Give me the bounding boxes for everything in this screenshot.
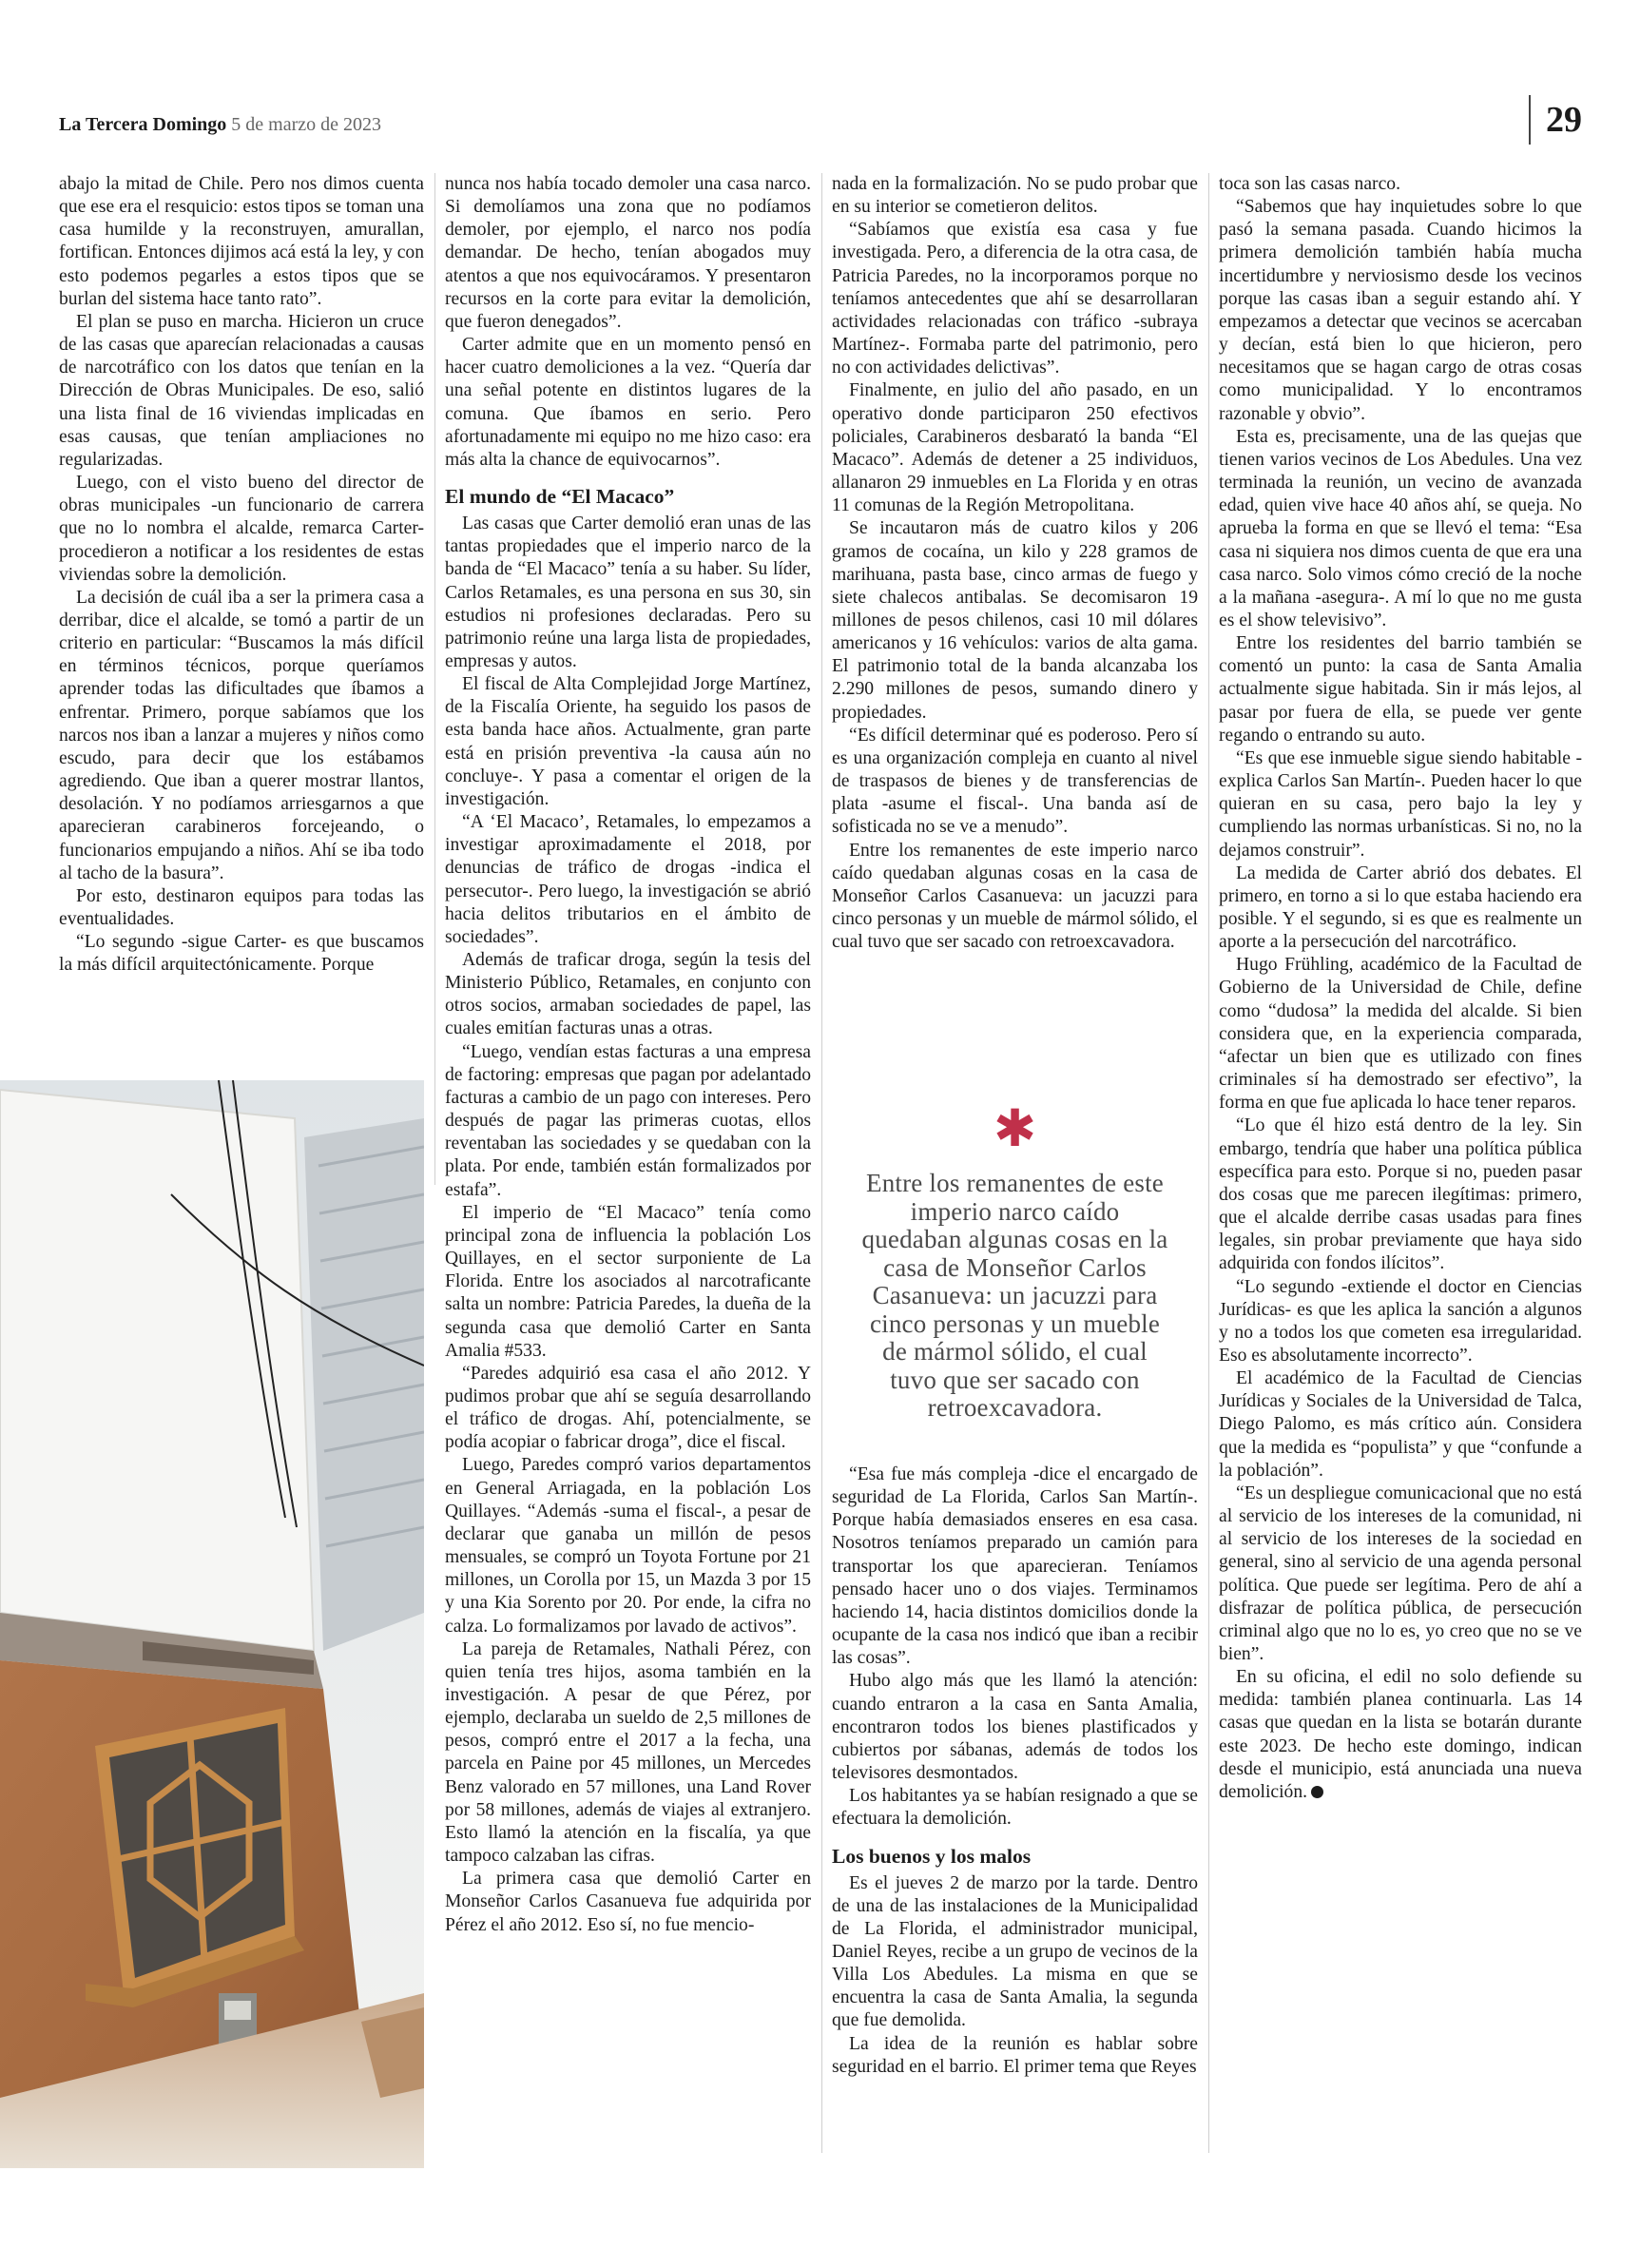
paragraph: Luego, Paredes compró varios departamentos en General Arriagada, en la población Los Quillayes. “Además -suma el fiscal-, a pesar de declarar que ganaba un millón de pesos mensuales, se compró un Toyota Fortune por 21 millones, un Corolla por 15, un Mazda 3 por 15 y una Kia Sorento por 20. Por ende, la cifra no calza. Lo formalizamos por lavado de activos”. (445, 1455, 811, 1637)
paragraph: El académico de la Facultad de Ciencias Jurídicas y Sociales de la Universidad de Talca, Diego Palomo, es más crítico aún. Considera que la medida es “populista” y que “confunde a la población”. (1219, 1368, 1582, 1481)
column-divider (434, 173, 435, 1185)
paragraph: Los habitantes ya se habían resignado a que se efectuara la demolición. (832, 1786, 1198, 1830)
pull-quote-text: Entre los remanentes de este imperio narco caído quedaban algunas cosas en la casa de Monseñor Carlos Casanueva: un jacuzzi para cinco personas y un mueble de mármol sólido, el cual tuvo que ser sacado con retroexcavadora. (861, 1169, 1168, 1422)
publication-name: La Tercera Domingo (59, 114, 227, 135)
paragraph: Luego, con el visto bueno del director de obras municipales -un funcionario de carrera que no lo nombra el alcalde, remarca Carter- procedieron a notificar a los residentes de estas viviendas sobre la demolición. (59, 473, 424, 585)
paragraph: Las casas que Carter demolió eran unas de las tantas propiedades que el imperio narco de la banda de “El Macaco” tenía a su haber. Su líder, Carlos Retamales, es una persona en sus 30, sin estudios ni profesiones declaradas. Pero su patrimonio reúne una larga lista de propiedades, empresas y autos. (445, 514, 811, 671)
article-column-3 (832, 173, 1198, 954)
paragraph: La medida de Carter abrió dos debates. El primero, en torno a si lo que estaba haciendo era posible. Y el segundo, si es que es realmente un aporte a la persecución del narcotráfico. (1219, 863, 1582, 953)
paragraph: La pareja de Retamales, Nathali Pérez, con quien tenía tres hijos, asoma también en la investigación. A pesar de que Pérez, por ejemplo, declaraba un sueldo de 2,5 millones de pesos, compró entre el 2017 a la fecha, una parcela en Paine por 45 millones, un Mercedes Benz valorado en 57 millones, una Land Rover por 58 millones, además de viajes al extranjero. Esto llamó la atención en la fiscalía, ya que tampoco calzaban las cifras. (445, 1638, 811, 1867)
paragraph: “A ‘El Macaco’, Retamales, lo empezamos a investigar aproximadamente el 2018, por denuncias de tráfico de drogas -indica el persecutor-. Pero luego, la investigación se abrió hacia delitos tributarios en el ámbito de sociedades”. (445, 812, 811, 947)
paragraph: El imperio de “El Macaco” tenía como principal zona de influencia la población Los Quillayes, en el sector surponiente de La Florida. Entre los asociados al narcotraficante salta un nombre: Patricia Paredes, la dueña de la segunda casa que demolió Carter en Santa Amalia #533. (445, 1202, 811, 1361)
paragraph: Se incautaron más de cuatro kilos y 206 gramos de cocaína, un kilo y 228 gramos de marihuana, pasta base, cinco armas de fuego y siete chalecos antibalas. Se decomisaron 19 millones de pesos chilenos, casi 10 mil dólares americanos y 16 vehículos: varios de alta gama. El patrimonio total de la banda alcanzaba los 2.290 millones de pesos, sumando dinero y propiedades. (832, 518, 1198, 723)
paragraph: “Luego, vendían estas facturas a una empresa de factoring: empresas que pagan por adelantado facturas a cambio de un pago con intereses. Pero después de pagar las primeras cuotas, ellos reventaban las sociedades y se quedaban con la plata. Por ende, también están formalizados por estafa”. (445, 1041, 811, 1200)
paragraph: “Esa fue más compleja -dice el encargado de seguridad de La Florida, Carlos San Martín-. Porque había demasiados enseres en esa casa. Nosotros teníamos preparado un camión para transportar los que aparecieran. Teníamos pensado hacer uno o dos viajes. Terminamos haciendo 14, hacia distintos domicilios donde la ocupante de la casa nos indicó que iban a recibir las cosas”. (832, 1464, 1198, 1669)
article-column-3-lower (832, 1464, 1198, 2079)
asterisk-icon: ✱ (993, 1098, 1037, 1158)
paragraph: “Paredes adquirió esa casa el año 2012. Y pudimos probar que ahí se seguía desarrollando el tráfico de drogas. Ahí, potencialmente, se podía acopiar o fabricar droga”, dice el fiscal. (445, 1363, 811, 1453)
paragraph: La primera casa que demolió Carter en Monseñor Carlos Casanueva fue adquirida por Pérez el año 2012. Eso sí, no fue mencio- (445, 1869, 811, 1935)
paragraph: Carter admite que en un momento pensó en hacer cuatro demoliciones a la vez. “Quería dar una señal potente en distintos lugares de la comuna. Que íbamos en serio. Pero afortunadamente mi equipo no me hizo caso: era más alta la chance de equivocarnos”. (445, 335, 811, 470)
paragraph: Además de traficar droga, según la tesis del Ministerio Público, Retamales, en conjunto con otros socios, armaban sociedades de papel, las cuales emitían facturas unas a otras. (445, 950, 811, 1039)
issue-date: 5 de marzo de 2023 (231, 114, 382, 135)
paragraph: El plan se puso en marcha. Hicieron un cruce de las casas que aparecían relacionadas a causas de narcotráfico con los datos que tenían en la Dirección de Obras Municipales. De eso, salió una lista final de 16 viviendas implicadas en esas causas, que tenían ampliaciones no regularizadas. (59, 311, 424, 470)
article-photo (0, 1080, 424, 2168)
paragraph: “Es un despliegue comunicacional que no está al servicio de los intereses de la comunidad, ni al servicio de los intereses de la sociedad en general, sino al servicio de una agenda personal política. Que puede ser legítima. Pero de ahí a disfrazar de política pública, de persecución criminal algo que no lo es, yo creo que no se ve bien”. (1219, 1483, 1582, 1664)
article-column-1 (59, 173, 424, 977)
pull-quote (860, 1098, 1169, 1423)
masthead (59, 114, 381, 136)
paragraph: Entre los residentes del barrio también se comentó un punto: la casa de Santa Amalia actualmente sigue habitada. Sin ir más lejos, al pasar por fuera de ella, se puede ver gente regando o entrando su auto. (1219, 633, 1582, 746)
paragraph (1219, 1666, 1582, 1804)
section-heading: El mundo de “El Macaco” (445, 485, 675, 509)
paragraph: El fiscal de Alta Complejidad Jorge Martínez, de la Fiscalía Oriente, ha seguido los pasos de esta banda hace años. Actualmente, gran parte está en prisión preventiva -la causa aún no concluye-. Y pasa a comentar el origen de la investigación. (445, 674, 811, 809)
paragraph: “Lo segundo -extiende el doctor en Ciencias Jurídicas- es que les aplica la sanción a algunos y no a todos los que cometen esa irregularidad. Eso es absolutamente incorrecto”. (1219, 1276, 1582, 1366)
paragraph: Finalmente, en julio del año pasado, en un operativo donde participaron 250 efectivos policiales, Carabineros desbarató la banda “El Macaco”. Además de detener a 25 individuos, allanaron 29 inmuebles en La Florida y en otras 11 comunas de la Región Metropolitana. (832, 380, 1198, 516)
paragraph: “Lo que él hizo está dentro de la ley. Sin embargo, tendría que haber una política pública específica para esto. Porque si no, pueden pasar dos cosas que me parecen ilegítimas: primero, que el alcalde derribe casas usadas para fines legales, sin probar previamente que haya sido adquirida con fondos ilícitos”. (1219, 1115, 1582, 1274)
page-number: 29 (1546, 100, 1582, 140)
paragraph: toca son las casas narco. (1219, 174, 1400, 194)
paragraph: Esta es, precisamente, una de las quejas que tienen varios vecinos de Los Abedules. Una vez terminada la reunión, un vecino de avanzada edad, quien vive hace 40 años ahí, se queja. No aprueba la forma en que se llevó el tema: “Esa casa ni siquiera nos dimos cuenta de que era una casa narco. Solo vimos cómo creció de la noche a la mañana -asegura-. A mí lo que no me gusta es el show televisivo”. (1219, 426, 1582, 630)
house-facade-photo (0, 1080, 424, 2168)
paragraph: Hugo Frühling, académico de la Facultad de Gobierno de la Universidad de Chile, define como “dudosa” la medida del alcalde. Si bien considera que, en la experiencia comparada, “afectar un bien que es utilizado con fines criminales sí ha demostrado ser efectivo”, la forma en que fue aplicada lo hace tener reparos. (1219, 955, 1582, 1114)
article-column-4 (1219, 173, 1582, 1804)
paragraph: nunca nos había tocado demoler una casa narco. Si demolíamos una zona que no podíamos demoler, por ejemplo, el narco nos podía demandar. De hecho, tenían abogados muy atentos a que nos equivocáramos. Y presentaron recursos en la corte para evitar la demolición, que fueron denegados”. (445, 174, 811, 332)
end-of-article-icon (1311, 1786, 1323, 1798)
paragraph: “Es difícil determinar qué es poderoso. Pero sí es una organización compleja en cuanto al nivel de traspasos de bienes y de transferencias de plata -asume el fiscal-. Una banda así de sofisticada no se ve a menudo”. (832, 725, 1198, 838)
closing-paragraph-text: En su oficina, el edil no solo defiende su medida: también planea continuarla. Las 14 casas que quedan en la lista se botarán durante este 2023. De hecho este domingo, indican desde el municipio, está anunciada una nueva demolición. (1219, 1667, 1582, 1802)
paragraph: “Sabíamos que existía esa casa y fue investigada. Pero, a diferencia de la otra casa, de Patricia Paredes, no la incorporamos porque no teníamos antecedentes que ahí se desarrollaran actividades relacionadas con tráfico -subraya Martínez-. Formaba parte del patrimonio, pero no con actividades delictivas”. (832, 220, 1198, 378)
paragraph: abajo la mitad de Chile. Pero nos dimos cuenta que ese era el resquicio: estos tipos se toman una casa humilde y la reconstruyen, amurallan, fortifican. Entonces dijimos acá está la ley, y con esto podemos pegarles a estos tipos que se burlan del sistema hace tanto rato”. (59, 174, 424, 309)
paragraph: La idea de la reunión es hablar sobre seguridad en el barrio. El primer tema que Reyes (832, 2033, 1198, 2077)
column-divider (1208, 173, 1209, 2153)
paragraph: “Es que ese inmueble sigue siendo habitable -explica Carlos San Martín-. Pueden hacer lo que quieran en su casa, pero bajo la ley y cumpliendo las normas urbanísticas. Si no, no la dejamos construir”. (1219, 747, 1582, 861)
article-column-2 (445, 173, 811, 1937)
paragraph: nada en la formalización. No se pudo probar que en su interior se cometieron delitos. (832, 174, 1198, 218)
section-heading: Los buenos y los malos (832, 1844, 1032, 1868)
paragraph: La decisión de cuál iba a ser la primera casa a derribar, dice el alcalde, se tomó a partir de un criterio en particular: “Buscamos la más difícil en términos técnicos, porque queríamos aprender todas las dificultades que íbamos a enfrentar. Primero, porque sabíamos que los narcos nos iban a lanzar a mujeres y niños como escudo, para decir que los estábamos agrediendo. Que iban a querer mostrar llantos, desolación. Y no podíamos arriesgarnos a que aparecieran carabineros forcejeando, o funcionarios empujando a niños. Ahí se iba todo al tacho de la basura”. (59, 587, 424, 883)
paragraph: Es el jueves 2 de marzo por la tarde. Dentro de una de las instalaciones de la Municipalidad de La Florida, el administrador municipal, Daniel Reyes, recibe a un grupo de vecinos de la Villa Los Abedules. La misma en que se encuentra la casa de Santa Amalia, la segunda que fue demolida. (832, 1872, 1198, 2031)
paragraph: “Sabemos que hay inquietudes sobre lo que pasó la semana pasada. Cuando hicimos la primera demolición también había mucha incertidumbre y nerviosismo desde los vecinos porque las casas iban a seguir estando ahí. Y empezamos a detectar que vecinos se acercaban y decían, está bien lo que hicieron, pero necesitamos que se hagan cargo de otras cosas como municipalidad. Y lo encontramos razonable y obvio”. (1219, 197, 1582, 424)
page-number-divider (1529, 95, 1531, 145)
paragraph: Por esto, destinaron equipos para todas las eventualidades. (59, 885, 424, 929)
column-divider (821, 173, 822, 2153)
paragraph: Hubo algo más que les llamó la atención: cuando entraron a la casa en Santa Amalia, encontraron todos los bienes plastificados y cubiertos por sábanas, además de todos los televisores desmontados. (832, 1671, 1198, 1784)
paragraph: Entre los remanentes de este imperio narco caído quedaban algunas cosas en la casa de Monseñor Carlos Casanueva: un jacuzzi para cinco personas y un mueble de mármol sólido, el cual tuvo que ser sacado con retroexcavadora. (832, 840, 1198, 953)
paragraph: “Lo segundo -sigue Carter- es que buscamos la más difícil arquitectónicamente. Porque (59, 932, 424, 976)
